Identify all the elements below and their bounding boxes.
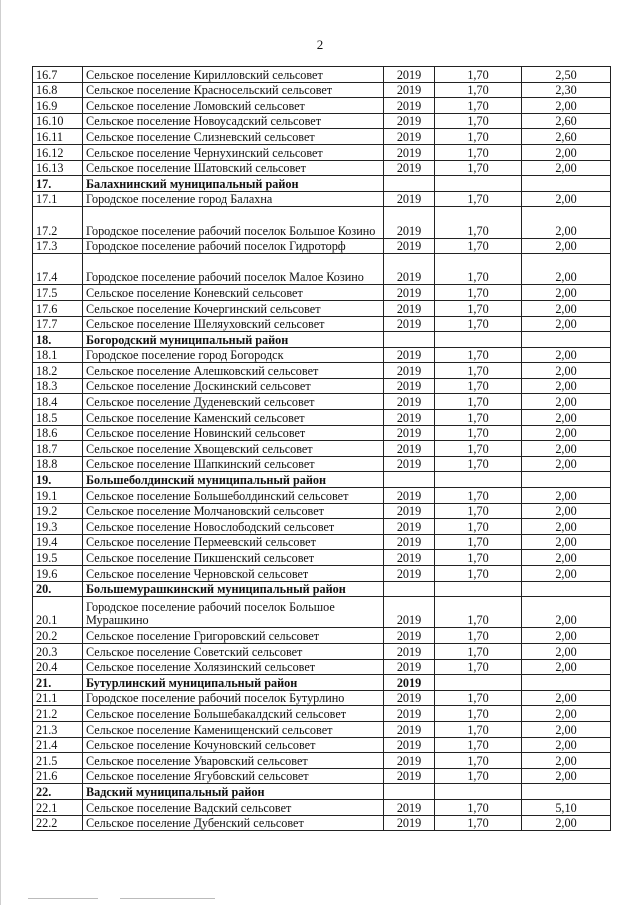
row-number: 20.1 <box>33 597 83 628</box>
row-value-2: 2,00 <box>522 815 611 831</box>
row-year: 2019 <box>384 550 435 566</box>
table-row <box>33 550 611 566</box>
scan-artifact-line <box>28 898 98 899</box>
table-row <box>33 643 611 659</box>
table-row <box>33 768 611 784</box>
row-year: 2019 <box>384 425 435 441</box>
row-value-1: 1,70 <box>435 160 522 176</box>
row-year: 2019 <box>384 191 435 207</box>
row-value-1: 1,70 <box>435 113 522 129</box>
row-number: 21.1 <box>33 690 83 706</box>
table-row <box>33 378 611 394</box>
row-value-1: 1,70 <box>435 285 522 301</box>
row-name: Городское поселение рабочий поселок Гидроторф <box>83 238 384 254</box>
row-year <box>384 581 435 597</box>
row-number: 17.4 <box>33 254 83 285</box>
row-value-2: 2,00 <box>522 597 611 628</box>
row-value-2: 2,50 <box>522 67 611 83</box>
table-row <box>33 129 611 145</box>
table-row <box>33 254 611 285</box>
row-value-2: 2,30 <box>522 82 611 98</box>
section-row <box>33 581 611 597</box>
row-value-2: 2,00 <box>522 300 611 316</box>
row-value-2: 2,00 <box>522 410 611 426</box>
row-value-1: 1,70 <box>435 425 522 441</box>
row-number: 19.2 <box>33 503 83 519</box>
row-year: 2019 <box>384 113 435 129</box>
row-name: Сельское поселение Молчановский сельсовет <box>83 503 384 519</box>
row-year: 2019 <box>384 160 435 176</box>
table-row <box>33 394 611 410</box>
row-value-1: 1,70 <box>435 207 522 238</box>
table-row <box>33 113 611 129</box>
row-value-2: 2,60 <box>522 129 611 145</box>
row-number: 18.6 <box>33 425 83 441</box>
row-value-2 <box>522 784 611 800</box>
row-value-2 <box>522 472 611 488</box>
row-value-1: 1,70 <box>435 737 522 753</box>
row-value-1: 1,70 <box>435 98 522 114</box>
row-number: 19.6 <box>33 566 83 582</box>
row-value-2: 2,00 <box>522 706 611 722</box>
rates-table-body <box>33 67 611 831</box>
scan-edge-line <box>0 0 1 905</box>
row-number: 16.8 <box>33 82 83 98</box>
row-number: 21.2 <box>33 706 83 722</box>
row-name: Бутурлинский муниципальный район <box>83 675 384 691</box>
row-number: 19.3 <box>33 519 83 535</box>
row-name: Городское поселение город Балахна <box>83 191 384 207</box>
row-value-1 <box>435 176 522 192</box>
row-value-1: 1,70 <box>435 394 522 410</box>
table-row <box>33 815 611 831</box>
row-number: 16.11 <box>33 129 83 145</box>
table-row <box>33 316 611 332</box>
table-row <box>33 67 611 83</box>
row-year: 2019 <box>384 238 435 254</box>
row-number: 18. <box>33 332 83 348</box>
row-value-2: 2,00 <box>522 456 611 472</box>
table-row <box>33 737 611 753</box>
table-row <box>33 659 611 675</box>
row-value-1: 1,70 <box>435 238 522 254</box>
row-number: 21.6 <box>33 768 83 784</box>
row-value-2: 2,00 <box>522 207 611 238</box>
row-name: Сельское поселение Ягубовский сельсовет <box>83 768 384 784</box>
row-value-2 <box>522 581 611 597</box>
row-name: Сельское поселение Каменищенский сельсовет <box>83 721 384 737</box>
row-year <box>384 784 435 800</box>
row-year: 2019 <box>384 628 435 644</box>
row-name: Сельское поселение Хвощевский сельсовет <box>83 441 384 457</box>
row-value-1: 1,70 <box>435 706 522 722</box>
row-name: Сельское поселение Каменский сельсовет <box>83 410 384 426</box>
row-year: 2019 <box>384 67 435 83</box>
row-name: Сельское поселение Кочергинский сельсовет <box>83 300 384 316</box>
row-value-1: 1,70 <box>435 768 522 784</box>
row-value-2: 2,00 <box>522 534 611 550</box>
row-value-2: 2,00 <box>522 144 611 160</box>
row-year: 2019 <box>384 753 435 769</box>
row-value-2: 2,00 <box>522 98 611 114</box>
row-name: Балахнинский муниципальный район <box>83 176 384 192</box>
row-value-2: 2,00 <box>522 721 611 737</box>
table-row <box>33 799 611 815</box>
row-value-1: 1,70 <box>435 753 522 769</box>
table-row <box>33 238 611 254</box>
row-year: 2019 <box>384 643 435 659</box>
row-number: 16.9 <box>33 98 83 114</box>
row-number: 18.7 <box>33 441 83 457</box>
table-row <box>33 503 611 519</box>
row-year: 2019 <box>384 768 435 784</box>
row-name: Городское поселение город Богородск <box>83 347 384 363</box>
row-year: 2019 <box>384 378 435 394</box>
row-name: Богородский муниципальный район <box>83 332 384 348</box>
section-row <box>33 472 611 488</box>
row-name: Сельское поселение Большебакалдский сельсовет <box>83 706 384 722</box>
row-value-2: 2,00 <box>522 550 611 566</box>
table-row <box>33 566 611 582</box>
row-name: Сельское поселение Дубенский сельсовет <box>83 815 384 831</box>
table-row <box>33 721 611 737</box>
row-name: Сельское поселение Большеболдинский сельсовет <box>83 488 384 504</box>
row-year: 2019 <box>384 363 435 379</box>
row-year: 2019 <box>384 98 435 114</box>
row-name: Сельское поселение Новинский сельсовет <box>83 425 384 441</box>
table-row <box>33 519 611 535</box>
table-row <box>33 300 611 316</box>
row-value-2: 2,00 <box>522 254 611 285</box>
row-year: 2019 <box>384 815 435 831</box>
row-value-2: 2,00 <box>522 690 611 706</box>
row-value-1: 1,70 <box>435 519 522 535</box>
row-value-1: 1,70 <box>435 488 522 504</box>
row-value-1: 1,70 <box>435 316 522 332</box>
row-year: 2019 <box>384 347 435 363</box>
row-year: 2019 <box>384 503 435 519</box>
row-number: 22. <box>33 784 83 800</box>
row-year: 2019 <box>384 441 435 457</box>
table-row <box>33 347 611 363</box>
row-name: Сельское поселение Кочуновский сельсовет <box>83 737 384 753</box>
row-value-2 <box>522 176 611 192</box>
row-year: 2019 <box>384 394 435 410</box>
row-value-2: 2,00 <box>522 503 611 519</box>
table-row <box>33 191 611 207</box>
row-value-2: 2,00 <box>522 316 611 332</box>
table-row <box>33 628 611 644</box>
row-name: Сельское поселение Шатовский сельсовет <box>83 160 384 176</box>
row-value-2: 2,00 <box>522 160 611 176</box>
row-number: 20.3 <box>33 643 83 659</box>
row-name: Сельское поселение Уваровский сельсовет <box>83 753 384 769</box>
row-name: Городское поселение рабочий поселок Малое Козино <box>83 254 384 285</box>
row-number: 17.6 <box>33 300 83 316</box>
row-value-2 <box>522 675 611 691</box>
row-value-2: 2,00 <box>522 566 611 582</box>
row-number: 19.4 <box>33 534 83 550</box>
row-number: 16.13 <box>33 160 83 176</box>
table-row <box>33 207 611 238</box>
row-name: Сельское поселение Новослободский сельсовет <box>83 519 384 535</box>
row-value-1 <box>435 472 522 488</box>
row-year <box>384 332 435 348</box>
row-value-1 <box>435 332 522 348</box>
table-row <box>33 488 611 504</box>
row-number: 18.2 <box>33 363 83 379</box>
row-name: Сельское поселение Кирилловский сельсовет <box>83 67 384 83</box>
row-name: Сельское поселение Новоусадский сельсовет <box>83 113 384 129</box>
row-number: 16.10 <box>33 113 83 129</box>
row-name: Сельское поселение Коневский сельсовет <box>83 285 384 301</box>
row-name: Сельское поселение Чернухинский сельсовет <box>83 144 384 160</box>
row-value-2: 2,00 <box>522 394 611 410</box>
row-name: Сельское поселение Дуденевский сельсовет <box>83 394 384 410</box>
row-year: 2019 <box>384 566 435 582</box>
row-value-2: 2,00 <box>522 643 611 659</box>
row-value-1: 1,70 <box>435 347 522 363</box>
row-value-2: 2,00 <box>522 519 611 535</box>
row-year <box>384 472 435 488</box>
row-year: 2019 <box>384 659 435 675</box>
row-value-1: 1,70 <box>435 67 522 83</box>
row-value-1: 1,70 <box>435 378 522 394</box>
row-value-1: 1,70 <box>435 82 522 98</box>
row-number: 18.4 <box>33 394 83 410</box>
section-row <box>33 784 611 800</box>
rates-table <box>32 66 611 831</box>
row-value-2: 2,00 <box>522 425 611 441</box>
row-name: Сельское поселение Пермеевский сельсовет <box>83 534 384 550</box>
section-row <box>33 675 611 691</box>
table-row <box>33 456 611 472</box>
row-year: 2019 <box>384 456 435 472</box>
row-name: Городское поселение рабочий поселок Большое Мурашкино <box>83 597 384 628</box>
row-name: Сельское поселение Алешковский сельсовет <box>83 363 384 379</box>
row-year: 2019 <box>384 82 435 98</box>
row-value-2: 2,00 <box>522 737 611 753</box>
row-year: 2019 <box>384 316 435 332</box>
row-value-1: 1,70 <box>435 566 522 582</box>
row-value-2: 2,00 <box>522 363 611 379</box>
row-number: 18.1 <box>33 347 83 363</box>
row-value-1: 1,70 <box>435 191 522 207</box>
row-value-1: 1,70 <box>435 550 522 566</box>
table-row <box>33 706 611 722</box>
row-value-1: 1,70 <box>435 597 522 628</box>
row-number: 17.5 <box>33 285 83 301</box>
row-name: Сельское поселение Слизневский сельсовет <box>83 129 384 145</box>
row-value-2: 2,00 <box>522 628 611 644</box>
table-row <box>33 597 611 628</box>
row-value-2: 2,00 <box>522 347 611 363</box>
row-value-1: 1,70 <box>435 410 522 426</box>
row-number: 22.2 <box>33 815 83 831</box>
table-row <box>33 285 611 301</box>
table-row <box>33 410 611 426</box>
row-number: 20.4 <box>33 659 83 675</box>
row-number: 21.3 <box>33 721 83 737</box>
row-number: 21.4 <box>33 737 83 753</box>
row-name: Большеболдинский муниципальный район <box>83 472 384 488</box>
row-value-1: 1,70 <box>435 815 522 831</box>
row-year: 2019 <box>384 254 435 285</box>
table-row <box>33 144 611 160</box>
row-name: Сельское поселение Черновской сельсовет <box>83 566 384 582</box>
row-value-1: 1,70 <box>435 799 522 815</box>
row-year: 2019 <box>384 410 435 426</box>
row-value-1: 1,70 <box>435 628 522 644</box>
row-value-1: 1,70 <box>435 503 522 519</box>
row-value-1: 1,70 <box>435 659 522 675</box>
row-value-1: 1,70 <box>435 300 522 316</box>
row-value-2: 2,00 <box>522 441 611 457</box>
row-name: Сельское поселение Григоровский сельсовет <box>83 628 384 644</box>
row-year: 2019 <box>384 207 435 238</box>
row-number: 21.5 <box>33 753 83 769</box>
row-name: Городское поселение рабочий поселок Большое Козино <box>83 207 384 238</box>
row-value-1: 1,70 <box>435 534 522 550</box>
row-value-2: 2,00 <box>522 378 611 394</box>
row-year: 2019 <box>384 534 435 550</box>
row-value-1: 1,70 <box>435 363 522 379</box>
row-name: Сельское поселение Холязинский сельсовет <box>83 659 384 675</box>
row-number: 20.2 <box>33 628 83 644</box>
row-value-1: 1,70 <box>435 441 522 457</box>
row-value-2: 2,00 <box>522 238 611 254</box>
row-number: 19. <box>33 472 83 488</box>
table-row <box>33 363 611 379</box>
row-value-2: 2,60 <box>522 113 611 129</box>
row-name: Сельское поселение Шеляуховский сельсовет <box>83 316 384 332</box>
row-value-1 <box>435 784 522 800</box>
row-number: 19.5 <box>33 550 83 566</box>
table-row <box>33 753 611 769</box>
row-name: Большемурашкинский муниципальный район <box>83 581 384 597</box>
table-row <box>33 82 611 98</box>
table-row <box>33 441 611 457</box>
table-row <box>33 160 611 176</box>
row-value-2: 2,00 <box>522 753 611 769</box>
table-row <box>33 690 611 706</box>
row-number: 17.2 <box>33 207 83 238</box>
section-row <box>33 332 611 348</box>
row-year: 2019 <box>384 488 435 504</box>
row-value-2: 2,00 <box>522 285 611 301</box>
row-name: Сельское поселение Советский сельсовет <box>83 643 384 659</box>
row-number: 22.1 <box>33 799 83 815</box>
row-value-1: 1,70 <box>435 643 522 659</box>
row-name: Сельское поселение Шапкинский сельсовет <box>83 456 384 472</box>
row-year: 2019 <box>384 129 435 145</box>
row-name: Вадский муниципальный район <box>83 784 384 800</box>
row-year: 2019 <box>384 690 435 706</box>
row-name: Сельское поселение Пикшенский сельсовет <box>83 550 384 566</box>
scan-artifact-line <box>120 898 215 899</box>
row-number: 20. <box>33 581 83 597</box>
row-number: 18.3 <box>33 378 83 394</box>
row-number: 16.7 <box>33 67 83 83</box>
row-name: Сельское поселение Доскинский сельсовет <box>83 378 384 394</box>
row-number: 18.8 <box>33 456 83 472</box>
row-year: 2019 <box>384 799 435 815</box>
table-row <box>33 425 611 441</box>
row-name: Сельское поселение Красносельский сельсовет <box>83 82 384 98</box>
row-number: 19.1 <box>33 488 83 504</box>
row-year: 2019 <box>384 721 435 737</box>
page-number: 2 <box>316 37 324 52</box>
row-number: 17.1 <box>33 191 83 207</box>
row-name: Сельское поселение Вадский сельсовет <box>83 799 384 815</box>
row-number: 17.3 <box>33 238 83 254</box>
row-year: 2019 <box>384 737 435 753</box>
row-value-2: 5,10 <box>522 799 611 815</box>
row-number: 16.12 <box>33 144 83 160</box>
row-value-1: 1,70 <box>435 129 522 145</box>
row-value-1: 1,70 <box>435 254 522 285</box>
row-value-1 <box>435 675 522 691</box>
row-number: 18.5 <box>33 410 83 426</box>
table-row <box>33 534 611 550</box>
row-value-1: 1,70 <box>435 144 522 160</box>
row-name: Городское поселение рабочий поселок Бутурлино <box>83 690 384 706</box>
row-value-1: 1,70 <box>435 690 522 706</box>
row-value-1 <box>435 581 522 597</box>
row-year <box>384 176 435 192</box>
section-row <box>33 176 611 192</box>
row-name: Сельское поселение Ломовский сельсовет <box>83 98 384 114</box>
row-number: 17. <box>33 176 83 192</box>
row-value-1: 1,70 <box>435 456 522 472</box>
row-year: 2019 <box>384 285 435 301</box>
row-number: 17.7 <box>33 316 83 332</box>
row-value-2: 2,00 <box>522 488 611 504</box>
table-row <box>33 98 611 114</box>
row-year: 2019 <box>384 519 435 535</box>
row-value-1: 1,70 <box>435 721 522 737</box>
row-year: 2019 <box>384 144 435 160</box>
row-year: 2019 <box>384 706 435 722</box>
row-year: 2019 <box>384 300 435 316</box>
row-year: 2019 <box>384 597 435 628</box>
row-value-2 <box>522 332 611 348</box>
row-number: 21. <box>33 675 83 691</box>
row-value-2: 2,00 <box>522 191 611 207</box>
row-value-2: 2,00 <box>522 659 611 675</box>
row-value-2: 2,00 <box>522 768 611 784</box>
row-year: 2019 <box>384 675 435 691</box>
